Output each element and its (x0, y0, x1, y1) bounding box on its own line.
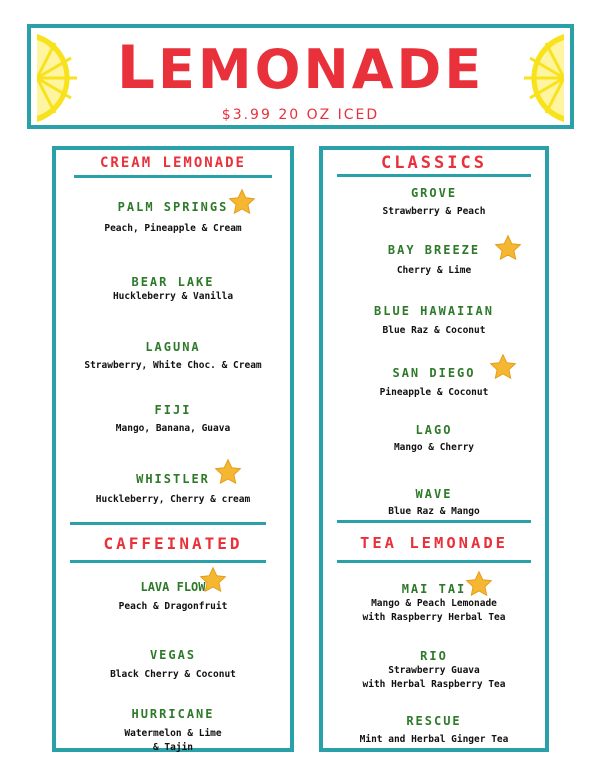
page-title: LEMONADE (116, 33, 485, 103)
item-description: Black Cherry & Coconut (110, 669, 236, 680)
menu-item (56, 576, 290, 614)
menu-item (56, 644, 290, 682)
item-name: RIO (420, 649, 448, 663)
menu-item (323, 578, 545, 625)
item-description-line: Watermelon & Lime (124, 728, 222, 739)
star-icon (199, 566, 227, 594)
item-description: Blue Raz & Mango (388, 506, 480, 517)
item-name: BAY BREEZE (387, 243, 481, 257)
item-name: VEGAS (149, 648, 197, 662)
item-name: FIJI (154, 403, 192, 417)
item-name: PALM SPRINGS (117, 200, 229, 214)
item-description (56, 727, 290, 755)
menu-item (323, 182, 545, 219)
star-icon (214, 458, 242, 486)
menu-item (56, 399, 290, 436)
item-description: Huckleberry, Cherry & cream (95, 494, 251, 505)
price-subtitle: $3.99 20 OZ ICED (221, 107, 380, 123)
menu-item (323, 710, 545, 747)
section-divider (337, 174, 531, 177)
star-icon (489, 353, 517, 381)
item-description: Mango, Banana, Guava (115, 423, 231, 434)
left-menu-column (52, 146, 294, 752)
item-name: LAVA FLOW (140, 580, 206, 594)
section-divider (337, 520, 531, 523)
right-menu-column (319, 146, 549, 752)
lemon-slice-icon (508, 32, 564, 124)
item-name: WAVE (415, 487, 453, 501)
item-description-line: Strawberry Guava (388, 665, 480, 676)
item-name: GROVE (410, 186, 458, 200)
item-description: Strawberry, White Choc. & Cream (84, 360, 262, 371)
item-name: MAI TAI (401, 582, 467, 596)
menu-item (56, 271, 290, 304)
item-name: BEAR LAKE (131, 275, 215, 289)
item-description-line: with Raspberry Herbal Tea (362, 612, 506, 623)
star-icon (465, 570, 493, 598)
item-description: Huckleberry & Vanilla (112, 291, 234, 302)
section-title-tea: TEA LEMONADE (360, 534, 508, 552)
section-divider (337, 560, 531, 563)
item-description: Strawberry & Peach (382, 206, 486, 217)
item-description (323, 664, 545, 692)
section-divider (70, 522, 266, 525)
item-description-line: Mango & Peach Lemonade (371, 598, 497, 609)
menu-item (323, 483, 545, 519)
item-name: LAGO (415, 423, 453, 437)
star-icon (494, 234, 522, 262)
item-name: RESCUE (406, 714, 462, 728)
item-description-line: with Herbal Raspberry Tea (362, 679, 506, 690)
menu-header (27, 24, 574, 129)
section-title-caffeinated: CAFFEINATED (103, 534, 243, 553)
menu-item (323, 645, 545, 692)
item-description: Cherry & Lime (396, 265, 472, 276)
menu-item (323, 300, 545, 338)
section-title-cream: CREAM LEMONADE (99, 155, 246, 171)
section-divider (74, 175, 272, 178)
item-description: Blue Raz & Coconut (382, 325, 486, 336)
item-description: Mango & Cherry (393, 442, 475, 453)
star-icon (228, 188, 256, 216)
item-description-line: & Tajin (152, 742, 194, 753)
section-title-classics: CLASSICS (381, 153, 487, 173)
item-name: WHISTLER (136, 472, 210, 486)
section-divider (70, 560, 266, 563)
item-description: Peach & Dragonfruit (118, 601, 228, 612)
menu-item (56, 468, 290, 507)
item-name: SAN DIEGO (392, 366, 476, 380)
item-description (323, 597, 545, 625)
item-name: LAGUNA (145, 340, 201, 354)
item-name: HURRICANE (131, 707, 215, 721)
item-description: Peach, Pineapple & Cream (104, 223, 242, 234)
item-description: Pineapple & Coconut (379, 387, 489, 398)
menu-item (323, 419, 545, 455)
item-name: BLUE HAWAIIAN (374, 304, 494, 318)
item-description: Mint and Herbal Ginger Tea (359, 734, 509, 745)
menu-item (56, 703, 290, 755)
menu-item (56, 336, 290, 373)
